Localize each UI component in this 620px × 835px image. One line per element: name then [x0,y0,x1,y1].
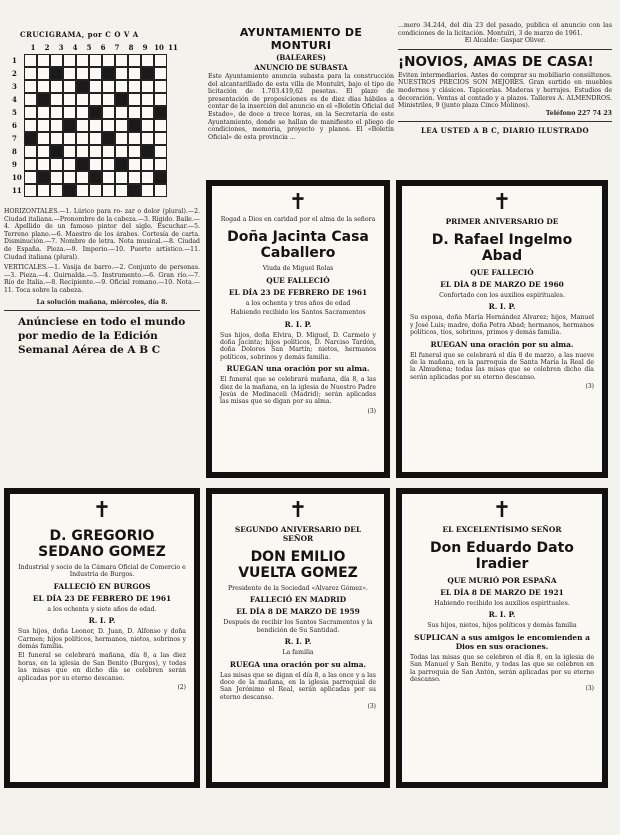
crossword-cell [50,80,63,93]
crossword-row-number: 7 [12,134,17,143]
obituary-family: Sus hijos, doña Leonor, D. Juan, D. Alfonso y doña Carmen; hijos políticos, hermanos, nietos, sobrinos y demás familia. [18,628,186,651]
subasta-signature: El Alcalde: Gaspar Oliver. [464,37,546,45]
divider [398,121,612,122]
crossword-cell [128,80,141,93]
crossword-cell [141,67,154,80]
obituary-funeral: El funeral que se celebrará el día 8 de marzo, a las nueve de la mañana, en la parroquia de Santa María la Real de la Almudena; todas las misas que se celebren dicho día serán aplicadas por su eterno descanso. [410,351,594,381]
crossword-row-number: 4 [12,95,17,104]
subasta-subtitle-1: (BALEARES) [276,53,326,62]
crossword-cell [63,171,76,184]
crossword-cell [76,54,89,67]
crossword-cell [115,171,128,184]
subasta-continuation: ...mero 34.244, del día 23 del pasado, publica el anuncio con las condiciones de la licitación. Montuïri, 3 de marzo de 1961. [398,22,612,37]
crossword-cell [50,54,63,67]
crossword-cell [76,132,89,145]
obituary-funeral: Las misas que se digan el día 8, a las once y a las doce de la mañana, en la iglesia parroquial de San Jerónimo el Real, serán aplicadas por su eterno descanso. [220,671,376,701]
crossword-row-number: 3 [12,82,17,91]
crossword-row-number: 6 [12,121,17,130]
crossword-cell [50,145,63,158]
crossword-cell [63,145,76,158]
crossword-col-number: 1 [30,43,36,52]
obituary-status: QUE FALLECIÓ [470,268,534,277]
divider [4,310,200,311]
crossword-cell [102,119,115,132]
crossword-cell [76,106,89,119]
crossword-grid [12,54,180,202]
crossword-cell [50,132,63,145]
lea-abc-notice: LEA USTED A B C, DIARIO ILUSTRADO [420,126,590,136]
crossword-col-number: 8 [128,43,134,52]
crossword-cell [24,106,37,119]
crossword-cell [24,145,37,158]
crossword-cell [24,119,37,132]
crossword-cell [76,119,89,132]
crossword-cell [128,106,141,119]
crossword-row-number: 1 [12,56,17,65]
crossword-cell [115,119,128,132]
cross-icon: ✝ [492,498,512,523]
obituary-date: EL DÍA 8 DE MARZO DE 1959 [236,607,360,617]
obituary-ruegan: SUPLICAN a sus amigos le encomienden a Dios en sus oraciones. [414,632,590,651]
crossword-cell [89,93,102,106]
crossword-cell [24,158,37,171]
obituary-header: SEGUNDO ANIVERSARIO DEL SEÑOR [234,525,362,543]
crossword-cell [102,171,115,184]
novios-phone: Teléfono 227 74 23 [545,109,612,117]
crossword-cell [37,158,50,171]
crossword-cell [89,106,102,119]
subasta-body: Este Ayuntamiento anuncia subasta para la construcción del alcantarillado de esta villa de Montuïri, bajo el tipo de licitación de 1.703.419,62 pesetas. El plazo de presentación de proposiciones es de diez días hábiles a contar de la inserción del anuncio en el «Boletín Oficial del Estado», de doce a trece horas, en la Secretaría de este Ayuntamiento, donde se hallan de manifiesto el pliego de condiciones, memoria, proyecto y planos. El «Boletín Oficial» de esta provincia ... [208,73,394,141]
crossword-cell [63,80,76,93]
crossword-solution-note: La solución mañana, miércoles, día 8. [36,298,168,306]
crossword-row-number: 8 [12,147,17,156]
cross-icon: ✝ [492,190,512,215]
crossword-col-number: 5 [86,43,92,52]
crossword-cell [89,132,102,145]
obituary-sacraments: Confortado con los auxilios espirituales. [439,292,565,299]
crossword-cell [76,145,89,158]
crossword-col-number: 11 [168,43,178,52]
crossword-cell [24,93,37,106]
crossword-cell [115,93,128,106]
obituary-rip: R. I. P. [284,319,312,329]
crossword-cell [154,158,167,171]
crossword-cell [115,145,128,158]
crossword-col-number: 2 [44,43,50,52]
crossword-cell [154,132,167,145]
crossword-col-number: 4 [72,43,78,52]
obituary-date: EL DÍA 23 DE FEBRERO DE 1961 [32,593,172,603]
crossword-cell [115,67,128,80]
crossword-cell [50,184,63,197]
crossword-cell [128,119,141,132]
obituary-sacraments: Después de recibir los Santos Sacramentos y la bendición de Su Santidad. [223,619,373,634]
obituary-header: EL EXCELENTÍSIMO SEÑOR [442,525,562,534]
crossword-cell [24,132,37,145]
crossword-cell [89,80,102,93]
obituary-funeral: Todas las misas que se celebren el día 8, en la iglesia de San Manuel y San Benito, y todas las que se celebren en la parroquia de San Antón, serán aplicadas por su eterno descanso. [410,653,594,684]
obituary-name: Don Eduardo Dato Iradier [430,540,574,572]
crossword-row-number: 9 [12,160,17,169]
obituary-rip: R. I. P. [284,637,312,647]
crossword-row-number: 10 [12,173,22,182]
crossword-cell [154,106,167,119]
crossword-cell [89,158,102,171]
crossword-verticales: VERTICALES.—1. Vasija de barro.—2. Conjunto de personas.—3. Pieza.—4. Guirnalda.—5. Instrumento.—6. Gran río.—7. Río de Italia.—8. Recipiente.—9. Oficial romano.—10. Nota.—11. Toca sobre la cabeza. [4,264,200,294]
crossword-cell [63,67,76,80]
crossword-cell [102,184,115,197]
crossword-cell [102,158,115,171]
obituary-number: (3) [367,407,376,415]
crossword-cell [102,106,115,119]
crossword-col-number: 7 [114,43,120,52]
crossword-cell [115,54,128,67]
crossword-cell [141,145,154,158]
crossword-cell [76,171,89,184]
crossword-cell [102,80,115,93]
obituary-status: QUE FALLECIÓ [266,275,330,285]
crossword-cell [63,93,76,106]
column-middle [208,22,394,141]
crossword-cell [37,93,50,106]
crossword-cell [102,67,115,80]
obituary-rip: R. I. P. [488,610,516,620]
crossword-cell [128,93,141,106]
subasta-subtitle-2: ANUNCIO DE SUBASTA [254,63,348,72]
obituary-relation: Viuda de Miguel Rolas [262,265,334,273]
subasta-title: AYUNTAMIENTO DE MONTURI [239,26,363,52]
obituary-status: FALLECIÓ EN BURGOS [53,581,151,591]
crossword-cell [141,93,154,106]
crossword-cell [128,54,141,67]
crossword-col-number: 10 [154,43,164,52]
crossword-cell [141,106,154,119]
obituary-header: PRIMER ANIVERSARIO DE [445,217,559,226]
obituary-relation: Presidente de la Sociedad «Alvarez Gómez». [227,585,368,592]
crossword-column-numbers [26,43,200,52]
obituary-funeral: El funeral se celebrará mañana, día 8, a las diez horas, en la iglesia de San Benito (Burgos), y todas las misas que en dicho día se celebren serán aplicadas por su eterno descanso. [18,652,186,682]
novios-body: Eviten intermediarios. Antes de comprar su mobiliario consúltenos. NUESTROS PRECIOS SON MEJORES. Gran surtido en muebles modernos y clásicos. Tapicerías. Maderas y herrajes. Estudios de decoración. Ventas al contado y a plazos. Talleres A. ALMENDROS. Ministriles, 9 (junto plaza Cinco Molinos). [398,71,612,110]
obituary-eduardo-dato [396,488,608,788]
obituary-name: D. Rafael Ingelmo Abad [431,232,573,264]
crossword-cell [37,67,50,80]
crossword-cell [141,158,154,171]
crossword-cell [37,184,50,197]
obituary-family: Su esposa, doña María Hernández Alvarez; hijos, Manuel y José Luis; madre, doña Petra Abad; hermanos, hermanos políticos, tíos, sobrinos, primos y demás familia. [410,314,594,337]
obituary-sacraments: Habiendo recibido los Santos Sacramentos [230,309,366,317]
crossword-cell [37,119,50,132]
obituary-ruegan: RUEGA una oración por su alma. [229,659,367,669]
obituary-age: a los ochenta y siete años de edad. [47,605,157,613]
crossword-cell [141,80,154,93]
crossword-cell [50,119,63,132]
crossword-cell [115,80,128,93]
crossword-cell [141,184,154,197]
crossword-cell [89,54,102,67]
crossword-cell [76,158,89,171]
crossword-cell [76,67,89,80]
crossword-cell [76,80,89,93]
crossword-cell [89,171,102,184]
obituary-gregorio-sedano [4,488,200,788]
obituary-funeral: El funeral que se celebrará mañana, día 8, a las diez de la mañana, en la iglesia de Nuestro Padre Jesús de Medinaceli (Madrid); serán aplicadas las misas que se digan por su alma. [220,376,376,406]
obituary-age: a los ochenta y tres años de edad [245,299,351,307]
crossword-cell [63,184,76,197]
crossword-cell [63,158,76,171]
obituary-name: DON EMILIO VUELTA GOMEZ [238,549,358,581]
crossword-cell [115,132,128,145]
crossword-cell [128,184,141,197]
crossword-cell [154,171,167,184]
crossword-cell [154,67,167,80]
obituary-header: Rogad a Dios en caridad por el alma de la señora [220,216,376,223]
crossword-cell [115,158,128,171]
crossword-cell [128,132,141,145]
crossword-heading: CRUCIGRAMA, por C O V A [20,30,139,39]
crossword-cell [50,158,63,171]
column-right [398,22,612,138]
crossword-cell [50,106,63,119]
obituary-rip: R. I. P. [88,616,116,626]
crossword-col-number: 3 [58,43,64,52]
crossword-cell [50,93,63,106]
crossword-cell [76,184,89,197]
obituary-status: FALLECIÓ EN MADRID [249,595,347,605]
crossword-cell [115,184,128,197]
obituary-name: Doña Jacinta Casa Caballero [227,229,369,262]
crossword-cell [63,54,76,67]
crossword-cell [141,119,154,132]
column-left [4,22,200,357]
crossword-cell [50,171,63,184]
crossword-cell [24,171,37,184]
crossword-cell [154,184,167,197]
crossword-cell [24,80,37,93]
crossword-cell [24,54,37,67]
crossword-cell [63,106,76,119]
cross-icon: ✝ [92,498,112,523]
crossword-cell [24,67,37,80]
obituary-date: EL DÍA 23 DE FEBRERO DE 1961 [228,287,368,297]
crossword-cell [102,54,115,67]
obituary-family: Sus hijos, doña Elvira, D. Miguel, D. Carmelo y doña Jacinta; hijos políticos, D. Narciso Tardón, doña Dolores San Martín; nietos, hermanos políticos, sobrinos y demás familia. [220,331,376,361]
crossword-cell [154,145,167,158]
obituary-emilio-vuelta [206,488,390,788]
obituary-status: QUE MURIÓ POR ESPAÑA [447,576,557,585]
crossword-cell [89,67,102,80]
obituary-date: EL DÍA 8 DE MARZO DE 1960 [440,280,564,289]
crossword-cell [89,119,102,132]
edition-ad: Anúnciese en todo el mundo por medio de la Edición Semanal Aérea de A B C [18,316,186,357]
crossword-cell [102,93,115,106]
crossword-col-number: 9 [142,43,148,52]
crossword-cell [37,145,50,158]
obituary-family: Sus hijos, nietos, hijos políticos y demás familia [427,622,577,630]
divider [398,49,612,50]
crossword-cell [141,132,154,145]
crossword-cell [154,54,167,67]
novios-title: ¡NOVIOS, AMAS DE CASA! [398,53,594,70]
crossword-cell [102,145,115,158]
crossword-cell [24,184,37,197]
cross-icon: ✝ [288,190,308,215]
crossword-cell [50,67,63,80]
crossword-row-number: 5 [12,108,17,117]
crossword-cell [102,132,115,145]
obituary-number: (2) [177,684,186,692]
crossword-cell [89,184,102,197]
crossword-row-number: 11 [12,186,22,195]
obituary-rafael-ingelmo [396,180,608,478]
crossword-cell [154,93,167,106]
crossword-cell [115,106,128,119]
obituary-rip: R. I. P. [488,302,516,312]
crossword-cell [76,93,89,106]
crossword-cell [154,119,167,132]
obituary-number: (3) [585,383,594,391]
crossword-cell [37,80,50,93]
crossword-cell [63,132,76,145]
crossword-cell [128,145,141,158]
crossword-row-number: 2 [12,69,17,78]
crossword-cell [89,145,102,158]
cross-icon: ✝ [288,498,308,523]
crossword-cell [37,54,50,67]
crossword-cell [37,132,50,145]
obituary-relation: Industrial y socio de la Cámara Oficial de Comercio e Industria de Burgos. [18,564,186,579]
crossword-cell [63,119,76,132]
obituary-number: (3) [367,703,376,711]
obituary-ruegan: RUEGAN una oración por su alma. [226,364,370,374]
obituary-number: (3) [585,685,594,693]
crossword-cell [128,158,141,171]
obituary-ruegan: RUEGAN una oración por su alma. [430,339,574,349]
crossword-cell [128,171,141,184]
obituary-date: EL DÍA 8 DE MARZO DE 1921 [440,588,564,597]
obituary-jacinta-casa [206,180,390,478]
crossword-cell [141,54,154,67]
obituary-sacraments: Habiendo recibido los auxilios espirituales. [434,600,570,607]
crossword-horizontales: HORIZONTALES.—1. Lúrico para ro- zar o dolor (plural).—2. Ciudad italiana.—Pronombre de la cabeza.—3. Rígido. Baile.—4. Apellido de un famoso pintor del siglo. Escuchar.—5. Terreno plano.—6. Maestro de los árabes. Cortesía de carta. Disminución.—7. Nombre de letra. Nota musical.—8. Ciudad de España. Pieza.—9. Imperio.—10. Puerto artístico.—11. Ciudad italiana (plural). [4,208,200,261]
crossword-cell [37,106,50,119]
crossword-cell [128,67,141,80]
crossword-col-number: 6 [100,43,106,52]
obituary-family: La familia [282,649,314,657]
crossword-cell [37,171,50,184]
obituary-name: D. GREGORIO SEDANO GOMEZ [38,528,166,560]
crossword-cell [154,80,167,93]
crossword-cell [141,171,154,184]
